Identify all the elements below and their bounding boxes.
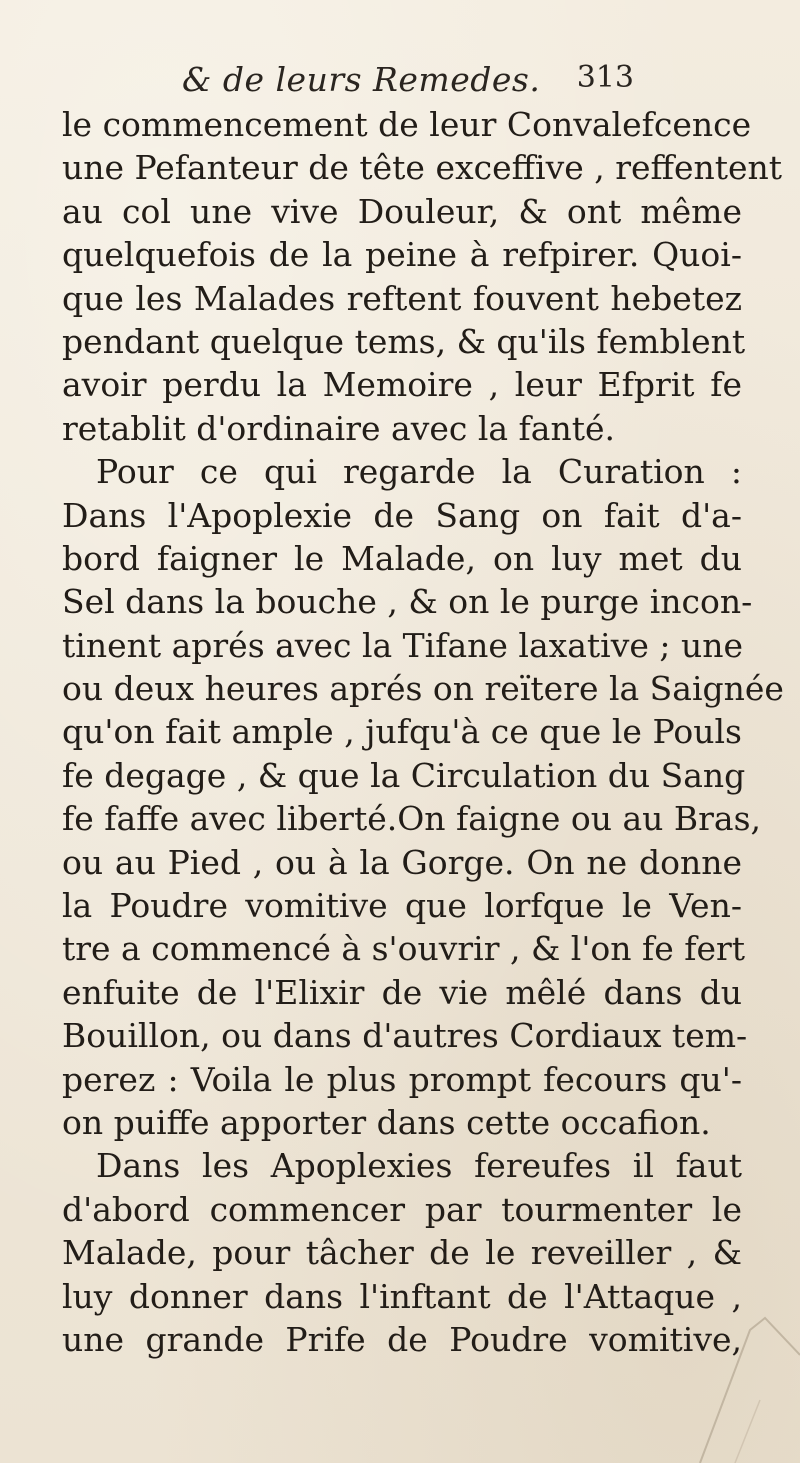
text-line: Dans l'Apoplexie de Sang on fait d'a- <box>62 495 742 535</box>
text-line: enfuite de l'Elixir de vie mêlé dans du <box>62 972 742 1012</box>
running-title: & de leurs Remedes. <box>182 60 541 99</box>
text-line: Bouillon, ou dans d'autres Cordiaux tem- <box>62 1016 748 1056</box>
text-line: au col une vive Douleur, & ont même <box>62 191 742 231</box>
text-line: fe faffe avec liberté.On faigne ou au Bras, <box>62 799 762 839</box>
text-line: ou au Pied , ou à la Gorge. On ne donne <box>62 842 742 882</box>
text-line: bord faigner le Malade, on luy met du <box>62 538 742 578</box>
paragraph-start-line: Dans les Apoplexies fereufes il faut <box>96 1146 742 1186</box>
body-text <box>62 103 784 1361</box>
text-line: qu'on fait ample , jufqu'à ce que le Pouls <box>62 712 742 752</box>
text-line: que les Malades reftent fouvent hebetez <box>62 278 742 318</box>
text-line: luy donner dans l'inftant de l'Attaque , <box>62 1276 742 1316</box>
text-line: ou deux heures aprés on reïtere la Saignée <box>62 669 784 709</box>
text-line: retablit d'ordinaire avec la fanté. <box>62 408 615 448</box>
text-line: pendant quelque tems, & qu'ils femblent <box>62 321 746 361</box>
text-line: on puiffe apporter dans cette occafion. <box>62 1102 711 1142</box>
text-line: une Pefanteur de tête exceffive , reffentent <box>62 148 783 188</box>
paragraph-start-line: Pour ce qui regarde la Curation : <box>96 452 742 492</box>
text-line: perez : Voila le plus prompt fecours qu'- <box>62 1059 742 1099</box>
text-line: d'abord commencer par tourmenter le <box>62 1189 742 1229</box>
text-line: le commencement de leur Convalefcence <box>62 105 752 144</box>
text-line: fe degage , & que la Circulation du Sang <box>62 755 746 795</box>
page-number: 313 <box>576 60 634 95</box>
text-line: tre a commencé à s'ouvrir , & l'on fe fert <box>62 929 746 969</box>
text-line: avoir perdu la Memoire , leur Efprit fe <box>62 365 742 405</box>
text-line: Malade, pour tâcher de le reveiller , & <box>62 1233 742 1273</box>
text-line: quelquefois de la peine à refpirer. Quoi- <box>62 235 742 275</box>
text-line: tinent aprés avec la Tifane laxative ; une <box>62 625 744 665</box>
text-line: Sel dans la bouche , & on le purge incon- <box>62 582 753 622</box>
text-line: une grande Prife de Poudre vomitive, <box>62 1319 742 1359</box>
text-line: la Poudre vomitive que lorfque le Ven- <box>62 886 742 926</box>
